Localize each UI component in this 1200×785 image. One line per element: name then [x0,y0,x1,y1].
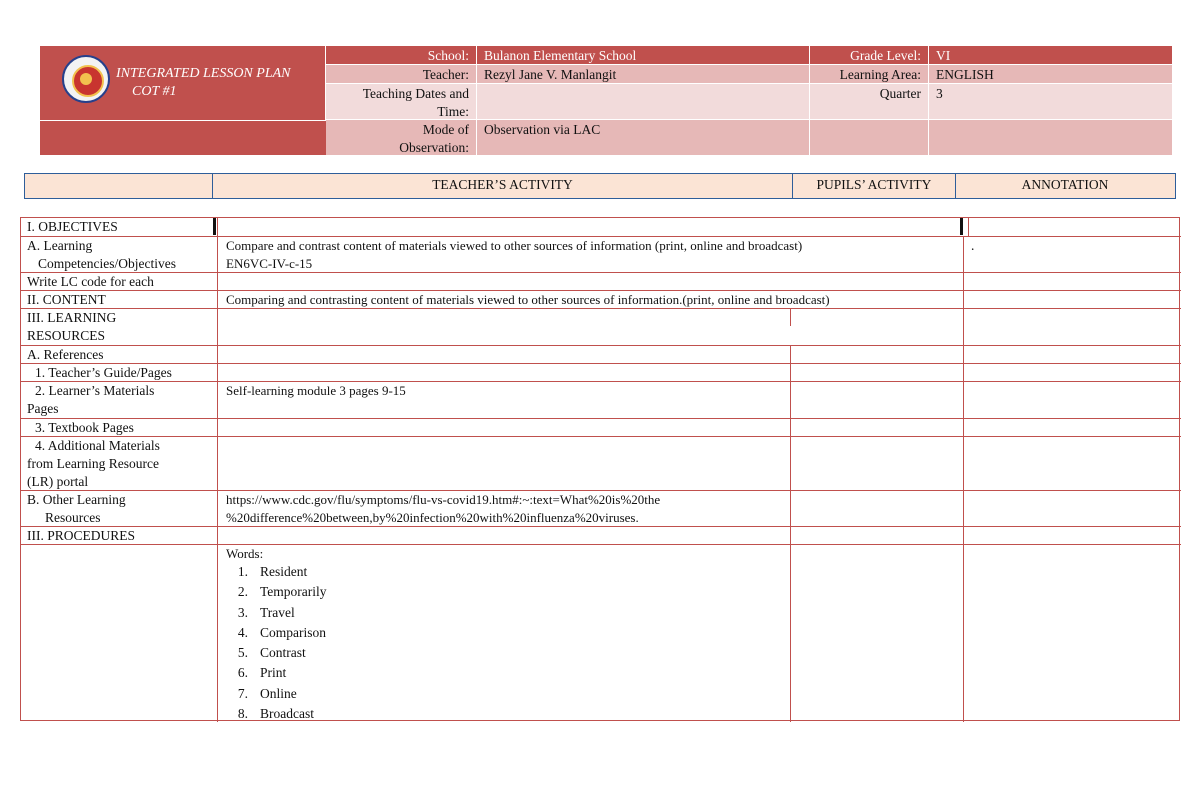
learning-resources-heading-1: III. LEARNING [27,310,117,325]
additional-materials-label-2: from Learning Resource [27,456,159,471]
list-item: 3. Travel [237,604,295,620]
row-divider [21,272,1181,273]
learning-competency-code: EN6VC-IV-c-15 [226,256,313,271]
learners-materials-label-2: Pages [27,401,59,416]
learners-materials-label-1: 2. Learner’s Materials [35,383,155,398]
teacher-value: Rezyl Jane V. Manlangit [477,65,810,83]
mode-label [326,120,477,155]
quarter-value: 3 [929,84,1172,119]
other-resources-label-2: Resources [45,510,101,525]
list-item: 8. Broadcast [237,706,314,722]
row-divider [21,363,1181,364]
grade-value: VI [929,46,1172,64]
learning-area-value: ENGLISH [929,65,1172,83]
words-label: Words: [226,546,264,561]
textbook-pages-label: 3. Textbook Pages [35,420,134,435]
list-item: 2. Temporarily [237,584,327,600]
header-row-mode [326,120,1172,155]
title-line-2: COT #1 [132,84,177,99]
teacher-label: Teacher: [326,65,477,83]
mode-empty-cell-2 [929,120,1172,155]
teaching-dates-label-line-2: Time: [437,104,469,119]
activity-header-blank [25,174,212,198]
list-item: 5. Contrast [237,645,306,661]
annotation-header: ANNOTATION [955,174,1174,198]
objectives-heading: I. OBJECTIVES [27,219,118,234]
row-divider [21,381,1181,382]
additional-materials-label-3: (LR) portal [27,474,89,489]
procedures-heading: III. PROCEDURES [27,528,136,543]
learners-materials-text: Self-learning module 3 pages 9-15 [226,383,406,398]
header-row-dates [326,84,1172,120]
row-divider [21,544,1181,545]
learning-competencies-label-1: A. Learning [27,238,93,253]
column-divider [968,218,969,236]
mode-label-line-2: Observation: [399,140,469,155]
other-resources-url-2[interactable]: %20difference%20between,by%20infection%20with%20influenza%20viruses. [226,510,639,525]
write-lc-code-label: Write LC code for each [27,274,154,289]
school-label: School: [326,46,477,64]
annotation-mark: . [971,238,975,253]
additional-materials-label-1: 4. Additional Materials [35,438,160,453]
lesson-plan-title [116,65,291,101]
quarter-label: Quarter [810,84,929,119]
teaching-dates-label-line-1: Teaching Dates and [362,86,469,101]
list-item: 1. Resident [237,564,308,579]
mode-empty-cell-1 [810,120,929,155]
objectives-marker-left [213,218,216,235]
other-resources-label-1: B. Other Learning [27,492,126,507]
activity-header-row [24,173,1176,199]
header-banner-lower [40,120,326,155]
teaching-dates-label [326,84,477,119]
teachers-guide-label: 1. Teacher’s Guide/Pages [35,365,172,380]
column-divider [790,345,791,722]
mode-label-line-1: Mode of [422,122,469,137]
learning-competencies-label-2: Competencies/Objectives [38,256,176,271]
mode-value: Observation via LAC [477,120,810,155]
pupils-activity-header: PUPILS’ ACTIVITY [792,174,955,198]
row-divider [21,345,1181,346]
row-divider [21,436,1181,437]
teachers-activity-header: TEACHER’S ACTIVITY [212,174,792,198]
school-value: Bulanon Elementary School [477,46,810,64]
objectives-marker-right [960,218,963,235]
learning-area-label: Learning Area: [810,65,929,83]
words-list [228,562,327,724]
column-divider [217,218,218,722]
content-text: Comparing and contrasting content of materials viewed to other sources of information.(print, online and broadcast) [226,292,830,307]
references-heading: A. References [27,347,104,362]
list-item: 4. Comparison [237,624,326,640]
teaching-dates-value [477,84,810,119]
learning-competency-text: Compare and contrast content of materials viewed to other sources of information (print, online and broadcast) [226,238,803,253]
list-item: 7. Online [237,685,297,701]
learning-resources-heading-2: RESOURCES [27,328,106,343]
column-divider [963,236,964,722]
list-item: 6. Print [237,665,287,681]
header-row-school [326,46,1172,65]
other-resources-url-1[interactable]: https://www.cdc.gov/flu/symptoms/flu-vs-covid19.htm#:~:text=What%20is%20the [226,492,661,507]
grade-label: Grade Level: [810,46,929,64]
lesson-plan-table [20,217,1180,721]
deped-seal-logo [62,55,110,103]
row-divider [21,418,1181,419]
title-line-1: INTEGRATED LESSON PLAN [116,66,291,81]
header-row-teacher [326,65,1172,84]
column-divider [790,308,791,326]
content-heading: II. CONTENT [27,292,106,307]
